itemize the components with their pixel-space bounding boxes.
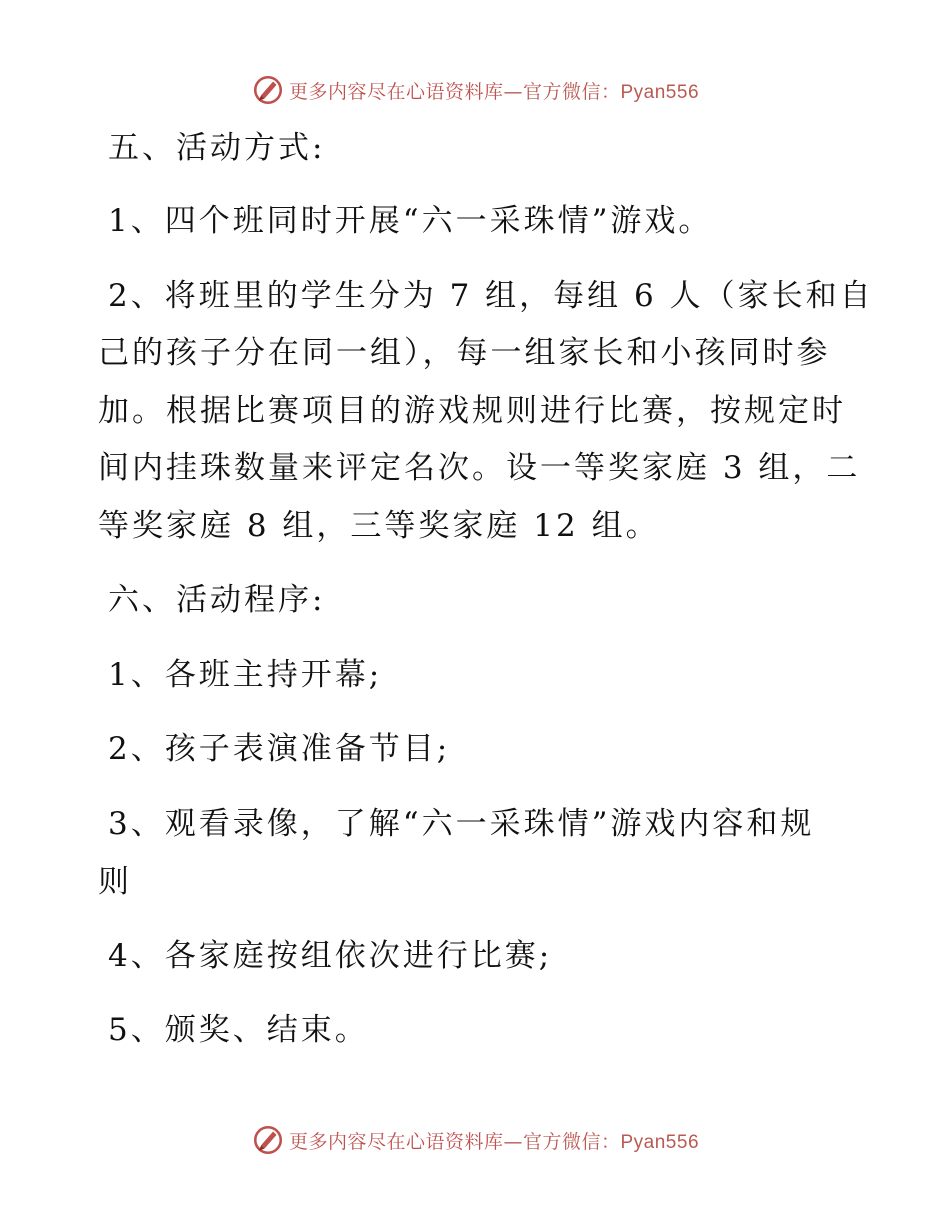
watermark-text: [289, 1127, 699, 1154]
header-watermark: [0, 72, 950, 108]
paragraph-line: 1、四个班同时开展“六一采珠情”游戏。: [108, 203, 713, 239]
watermark-official: 官方微信：: [522, 80, 621, 103]
paragraph-line: 5、颁奖、结束。: [108, 1012, 369, 1048]
paragraph-line: 间内挂珠数量来评定名次。设一等奖家庭 3 组，二: [98, 450, 861, 486]
pen-logo-icon: [251, 1123, 285, 1157]
paragraph-line: 4、各家庭按组依次进行比赛;: [108, 938, 553, 974]
watermark-dash: —: [503, 1130, 523, 1153]
watermark-main: 更多内容尽在心语资料库: [288, 80, 504, 103]
paragraph-line: 加。根据比赛项目的游戏规则进行比赛，按规定时: [98, 393, 846, 429]
watermark-main: 更多内容尽在心语资料库: [288, 1130, 504, 1153]
paragraph-line: 3、观看录像，了解“六一采珠情”游戏内容和规: [108, 806, 815, 842]
section-heading-activity-program: 六、活动程序:: [108, 582, 326, 618]
paragraph-line: 2、将班里的学生分为 7 组，每组 6 人（家长和自: [108, 278, 874, 314]
watermark-dash: —: [503, 80, 523, 103]
watermark-text: [289, 77, 699, 104]
paragraph-line: 等奖家庭 8 组，三等奖家庭 12 组。: [98, 508, 660, 544]
watermark-official: 官方微信：: [522, 1130, 621, 1153]
footer-watermark: [0, 1122, 950, 1158]
paragraph-line: 2、孩子表演准备节目;: [108, 731, 451, 767]
paragraph-line: 则: [98, 864, 132, 900]
paragraph-line: 己的孩子分在同一组），每一组家长和小孩同时参: [98, 335, 831, 371]
paragraph-line: 1、各班主持开幕;: [108, 657, 383, 693]
watermark-account: Pyan556: [620, 81, 700, 103]
watermark-account: Pyan556: [620, 1131, 700, 1153]
section-heading-activity-method: 五、活动方式:: [108, 130, 326, 166]
pen-logo-icon: [251, 73, 285, 107]
